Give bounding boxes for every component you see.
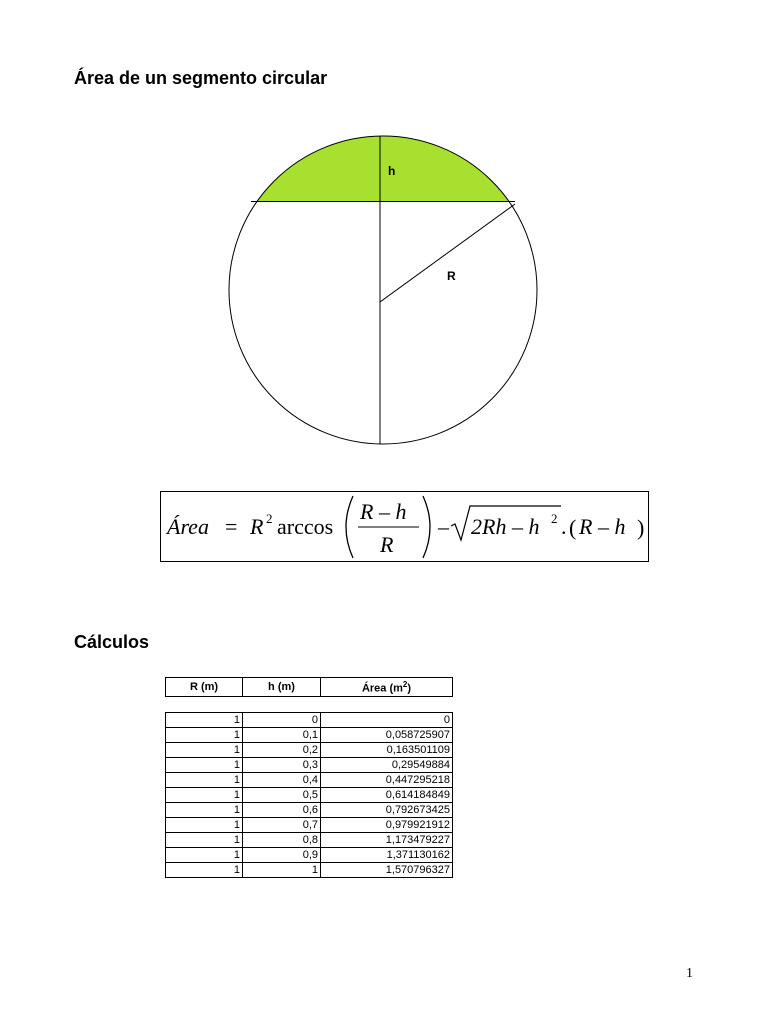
formula-dot: . (561, 514, 567, 539)
table-row (166, 833, 453, 848)
radius-line (380, 204, 515, 302)
paren-right (423, 496, 430, 558)
cell-h: 0,6 (243, 803, 321, 818)
table-row (166, 848, 453, 863)
cell-h: 0,4 (243, 773, 321, 788)
header-h: h (m) (243, 678, 321, 697)
cell-h: 1 (243, 863, 321, 878)
cell-r: 1 (166, 788, 243, 803)
fraction-numerator: R – h (360, 499, 407, 524)
cell-r: 1 (166, 848, 243, 863)
table-row (166, 743, 453, 758)
cell-r: 1 (166, 758, 243, 773)
cell-h: 0,3 (243, 758, 321, 773)
label-h: h (388, 164, 396, 178)
cell-r: 1 (166, 803, 243, 818)
cell-r: 1 (166, 818, 243, 833)
formula-R-exp: 2 (266, 511, 273, 526)
cell-r: 1 (166, 743, 243, 758)
cell-h: 0,1 (243, 728, 321, 743)
cell-area: 0,058725907 (321, 728, 453, 743)
label-R: R (447, 269, 456, 283)
header-area: Área $(m^2)$ (321, 678, 453, 697)
cell-r: 1 (166, 833, 243, 848)
formula-eq: = (225, 514, 238, 539)
cell-h: 0,9 (243, 848, 321, 863)
paren2-left: ( (569, 515, 577, 540)
cell-r: 1 (166, 713, 243, 728)
section-title: Cálculos (74, 632, 150, 652)
cell-area: 0 (321, 713, 453, 728)
formula-box (160, 491, 649, 562)
page-title: Área de un segmento circular (74, 68, 328, 88)
table-row (166, 773, 453, 788)
cell-h: 0 (243, 713, 321, 728)
cell-area: 0,447295218 (321, 773, 453, 788)
cell-h: 0,2 (243, 743, 321, 758)
cell-area: 1,371130162 (321, 848, 453, 863)
cell-h: 0,7 (243, 818, 321, 833)
table-row (166, 788, 453, 803)
formula (161, 492, 650, 563)
root-exp: 2 (551, 511, 558, 526)
header-r: R (m) (166, 678, 243, 697)
formula-arccos: arccos (277, 514, 334, 539)
data-table (165, 712, 453, 878)
last-term: R – h (579, 514, 626, 539)
segment-fill (229, 136, 537, 444)
formula-lhs: Área (167, 514, 209, 539)
table-row (166, 863, 453, 878)
cell-area: 1,173479227 (321, 833, 453, 848)
page-number: 1 (686, 966, 693, 981)
table-row (166, 728, 453, 743)
circle-segment-diagram (0, 0, 768, 470)
table-row (166, 758, 453, 773)
cell-r: 1 (166, 773, 243, 788)
cell-area: 0,29549884 (321, 758, 453, 773)
cell-area: 0,979921912 (321, 818, 453, 833)
cell-area: 0,614184849 (321, 788, 453, 803)
table-row (166, 803, 453, 818)
cell-area: 0,163501109 (321, 743, 453, 758)
table-row (166, 713, 453, 728)
table-row (166, 818, 453, 833)
cell-area: 0,792673425 (321, 803, 453, 818)
paren2-right: ) (637, 515, 645, 540)
table-header (165, 677, 453, 697)
cell-r: 1 (166, 728, 243, 743)
cell-h: 0,8 (243, 833, 321, 848)
formula-minus: – (438, 514, 449, 539)
cell-area: 1,570796327 (321, 863, 453, 878)
cell-r: 1 (166, 863, 243, 878)
paren-left (346, 496, 353, 558)
fraction-denominator: R (380, 532, 394, 557)
cell-h: 0,5 (243, 788, 321, 803)
root-term: 2Rh – h (471, 514, 540, 539)
formula-R: R (250, 514, 264, 539)
